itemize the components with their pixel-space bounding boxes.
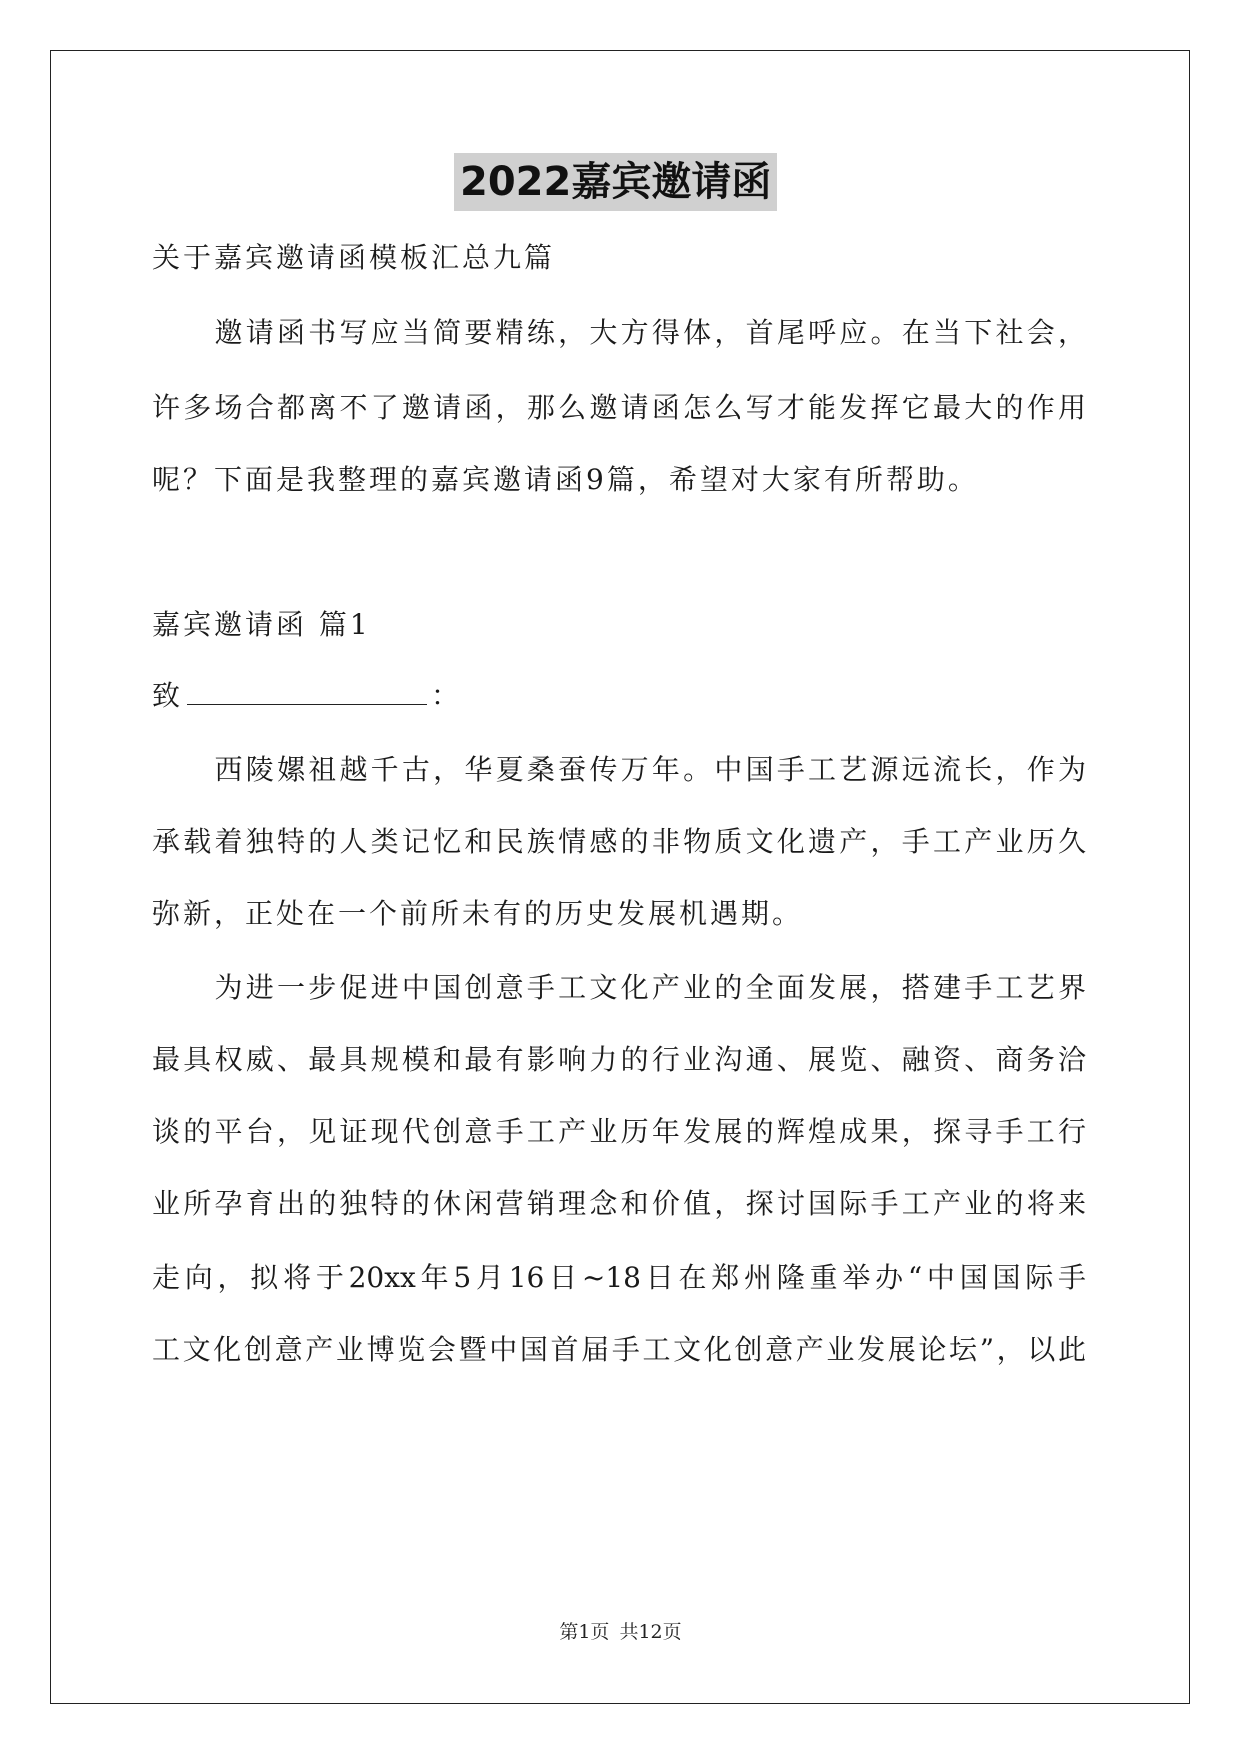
- para2-line-1: 为进一步促进中国创意手工文化产业的全面发展，搭建手工艺界: [152, 971, 1086, 1004]
- page-number: 第1页: [559, 1621, 610, 1643]
- para1-line-1: 西陵嫘祖越千古，华夏桑蚕传万年。中国手工艺源远流长，作为: [152, 753, 1086, 786]
- intro-line-3: 呢？下面是我整理的嘉宾邀请函9篇，希望对大家有所帮助。: [152, 463, 979, 496]
- document-title: 2022嘉宾邀请函: [454, 153, 777, 211]
- page-total: 共12页: [619, 1621, 682, 1643]
- para2-line-6: 工文化创意产业博览会暨中国首届手工文化创意产业发展论坛”，以此: [152, 1333, 1086, 1366]
- salutation-prefix: 致: [152, 679, 184, 712]
- salutation-suffix: ：: [431, 679, 463, 712]
- recipient-blank-line: [187, 676, 427, 705]
- para2-line-5: 走向，拟将于20xx年5月16日~18日在郑州隆重举办“中国国际手: [152, 1261, 1086, 1294]
- document-subtitle: 关于嘉宾邀请函模板汇总九篇: [152, 241, 556, 274]
- section-heading: 嘉宾邀请函 篇1: [152, 608, 371, 641]
- para1-line-2: 承载着独特的人类记忆和民族情感的非物质文化遗产，手工产业历久: [152, 825, 1086, 858]
- intro-line-2: 许多场合都离不了邀请函，那么邀请函怎么写才能发挥它最大的作用: [152, 391, 1086, 424]
- page-footer: [0, 1620, 1241, 1644]
- para2-line-2: 最具权威、最具规模和最有影响力的行业沟通、展览、融资、商务洽: [152, 1043, 1086, 1076]
- intro-line-1: 邀请函书写应当简要精练，大方得体，首尾呼应。在当下社会，: [152, 316, 1086, 349]
- page-border: [50, 50, 1190, 1704]
- para2-line-4: 业所孕育出的独特的休闲营销理念和价值，探讨国际手工产业的将来: [152, 1187, 1086, 1220]
- para2-line-3: 谈的平台，见证现代创意手工产业历年发展的辉煌成果，探寻手工行: [152, 1115, 1086, 1148]
- salutation: [152, 676, 462, 716]
- para1-line-3: 弥新，正处在一个前所未有的历史发展机遇期。: [152, 897, 804, 930]
